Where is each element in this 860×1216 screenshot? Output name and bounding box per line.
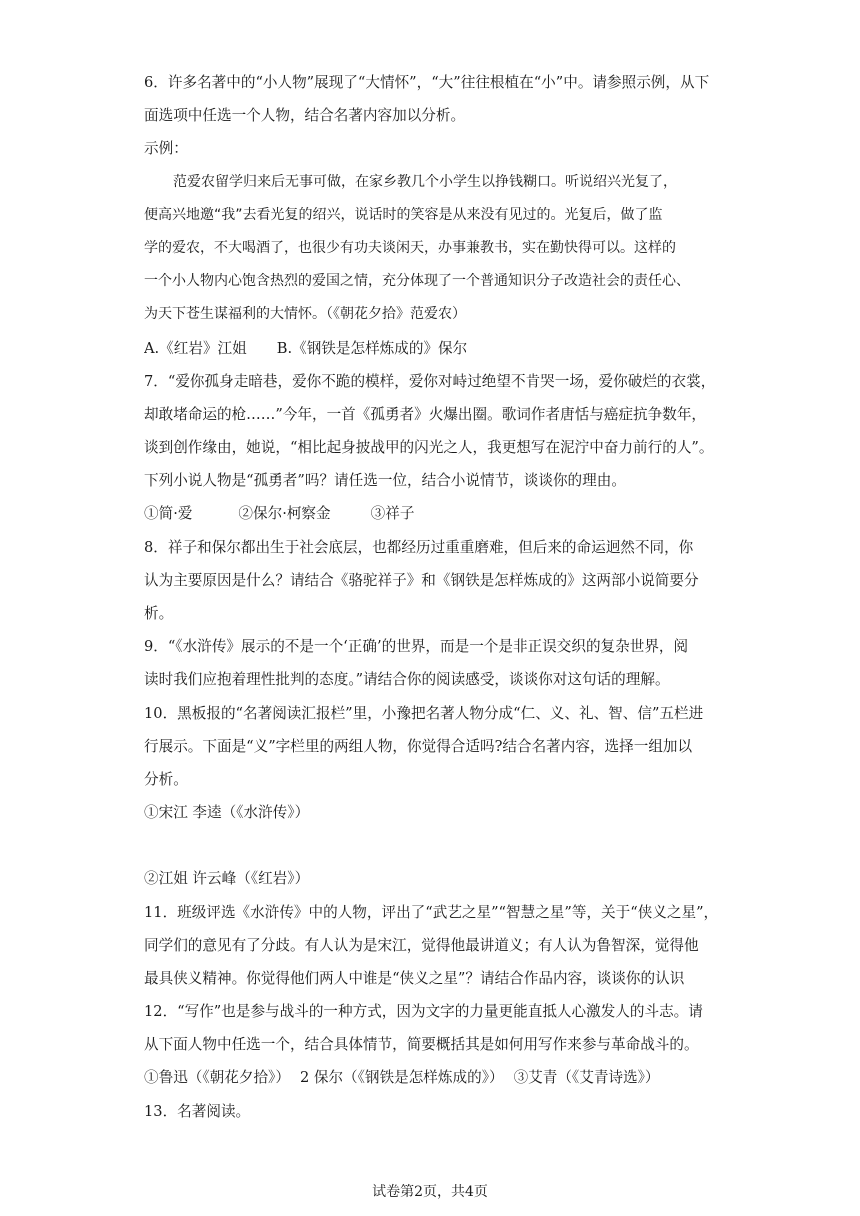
question-7	[144, 365, 724, 531]
question-text-line: 12．“写作”也是参与战斗的一种方式，因为文字的力量更能直抵人心激发人的斗志。请	[144, 1003, 703, 1021]
option-1: ①鲁迅（《朝花夕拾》）	[144, 1069, 290, 1087]
option-a: A.《红岩》江姐	[144, 339, 247, 357]
example-line: 便高兴地邀“我”去看光复的绍兴，说话时的笑容是从来没有见过的。光复后，做了监	[144, 206, 663, 223]
question-text-line: 析。	[144, 605, 174, 622]
option-row	[144, 332, 724, 365]
page-content	[144, 66, 724, 1128]
question-8	[144, 531, 724, 631]
question-text-line: 认为主要原因是什么？请结合《骆驼祥子》和《钢铁是怎样炼成的》这两部小说简要分	[144, 571, 699, 589]
question-text-line: 读时我们应抱着理性批判的态度。”请结合你的阅读感受，谈谈你对这句话的理解。	[144, 671, 670, 689]
question-text-line: 下列小说人物是“孤勇者”吗？请任选一位，结合小说情节，谈谈你的理由。	[144, 472, 626, 490]
question-text-line: 10．黑板报的“名著阅读汇报栏”里，小豫把名著人物分成“仁、义、礼、智、信”五栏进	[144, 704, 704, 722]
example-passage	[144, 166, 724, 332]
example-line: 范爱农留学归来后无事可做，在家乡教几个小学生以挣钱糊口。听说绍兴光复了，	[173, 173, 677, 190]
question-text-line: 分析。	[144, 770, 188, 788]
question-text-line: 9．“《水浒传》展示的不是一个‘正确’的世界，而是一个是非正误交织的复杂世界，阅	[144, 638, 689, 656]
question-text-line: 从下面人物中任选一个，结合具体情节，简要概括其是如何用写作来参与革命战斗的。	[144, 1036, 699, 1054]
option-3: ③艾青（《艾青诗选》）	[513, 1069, 660, 1087]
question-text-line: 8．祥子和保尔都出生于社会底层，也都经历过重重磨难，但后来的命运迥然不同，你	[144, 538, 694, 556]
character-group-2: ②江姐 许云峰（《红岩》）	[144, 870, 310, 888]
example-label: 示例：	[144, 140, 188, 158]
option-1: ①简·爱	[144, 505, 193, 523]
blank-spacer	[144, 829, 724, 862]
option-2: ②保尔·柯察金	[238, 505, 331, 523]
question-text-line: 6．许多名著中的“小人物”展现了“大情怀”，“大”往往根植在“小”中。请参照示例，从下	[144, 74, 710, 91]
question-text-line: 11．班级评选《水浒传》中的人物，评出了“武艺之星”“智慧之星”等，关于“侠义之星”，	[144, 903, 719, 921]
question-text-line: 面选项中任选一个人物，结合名著内容加以分析。	[144, 107, 466, 125]
question-9	[144, 630, 724, 696]
example-line: 学的爱农，不大喝酒了，也很少有功夫谈闲天，办事兼教书，实在勤快得可以。这样的	[144, 239, 676, 256]
question-text-line: 最具侠义精神。你觉得他们两人中谁是“侠义之星”？请结合作品内容，谈谈你的认识	[144, 969, 685, 987]
question-text-line: 谈到创作缘由，她说，“相比起身披战甲的闪光之人，我更想写在泥泞中奋力前行的人”。	[144, 439, 714, 457]
option-2: 2 保尔（《钢铁是怎样炼成的》）	[299, 1069, 504, 1087]
character-group-1: ①宋江 李逵（《水浒传》）	[144, 804, 310, 822]
question-13	[144, 1095, 724, 1128]
question-10	[144, 697, 724, 896]
example-line: 一个小人物内心饱含热烈的爱国之情，充分体现了一个普通知识分子改造社会的责任心、	[144, 273, 690, 290]
option-b: B.《钢铁是怎样炼成的》保尔	[276, 339, 468, 357]
question-12	[144, 995, 724, 1095]
option-row	[144, 1061, 724, 1094]
question-6	[144, 66, 724, 365]
question-text-line: 行展示。下面是“义”字栏里的两组人物，你觉得合适吗?结合名著内容，选择一组加以	[144, 737, 693, 755]
question-text-line: 却敢堵命运的枪……”今年，一首《孤勇者》火爆出圈。歌词作者唐恬与癌症抗争数年，	[144, 405, 707, 423]
question-text-line: 13．名著阅读。	[144, 1102, 251, 1120]
example-line: 为天下苍生谋福利的大情怀。（《朝花夕拾》范爱农）	[144, 306, 466, 323]
question-11	[144, 896, 724, 996]
option-3: ③祥子	[370, 505, 415, 523]
question-text-line: 7．“爱你孤身走暗巷，爱你不跪的模样，爱你对峙过绝望不肯哭一场，爱你破烂的衣裳，	[144, 372, 716, 390]
question-text-line: 同学们的意见有了分歧。有人认为是宋江，觉得他最讲道义；有人认为鲁智深，觉得他	[144, 936, 699, 954]
option-row	[144, 497, 724, 530]
page-footer: 试卷第2页，共4页	[372, 1184, 488, 1200]
